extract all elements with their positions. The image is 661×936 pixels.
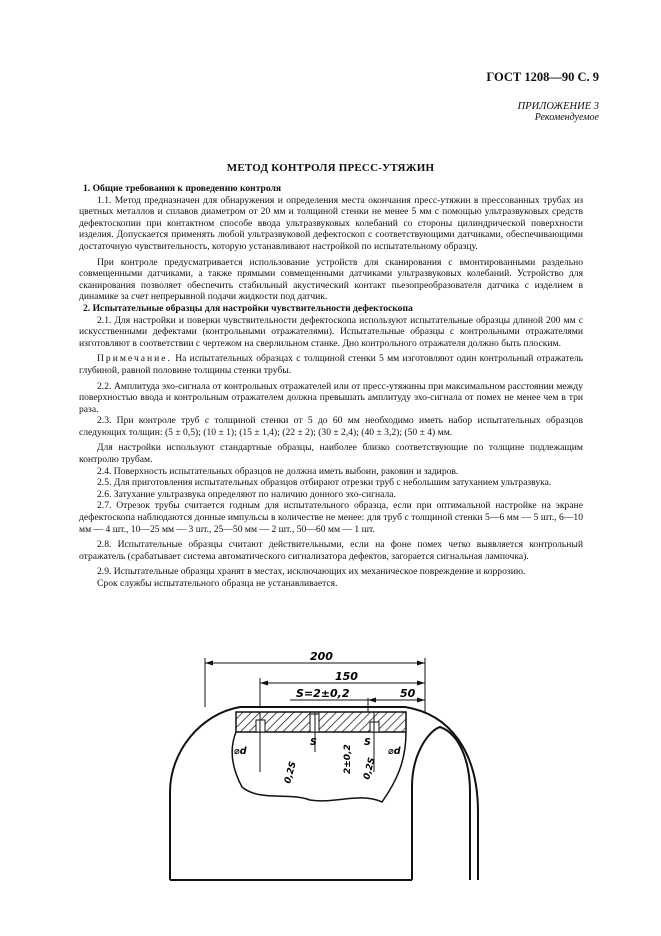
paragraph-2-6: 2.6. Затухание ультразвука определяют по наличию донного эхо-сигнала. xyxy=(97,488,396,500)
appendix-title: ПРИЛОЖЕНИЕ 3 xyxy=(517,101,599,112)
dim-label-150: 150 xyxy=(335,670,358,683)
arrow xyxy=(417,698,425,703)
label-wall-s: S xyxy=(310,737,317,748)
document-title: МЕТОД КОНТРОЛЯ ПРЕСС-УТЯЖИН xyxy=(226,162,435,174)
page-header: ГОСТ 1208—90 С. 9 xyxy=(486,70,599,84)
tube-inner-arch xyxy=(412,727,470,880)
paragraph-2-4: 2.4. Поверхность испытательных образцов не должна иметь выбоин, раковин и задиров. xyxy=(97,465,459,477)
paragraph-2-5: 2.5. Для приготовления испытательных образцов отбирают отрезки труб с небольшим затуханием ультразвука. xyxy=(97,477,552,489)
section2-heading: 2. Испытательные образцы для настройки чувствительности дефектоскопа xyxy=(83,302,413,314)
paragraph-1-1b: При контроле предусматривается использование устройств для сканирования с вмонтированными раздельно совмещенными датчиками, а также прямыми совмещенными датчиками ультразвуковых колебаний. Устройство для сканирования позволяет обеспечить стабильный акустический контакт пьезопреобразователя датчика с изделием в динамике за счет непрерывной подачи жидкости под датчик. xyxy=(79,256,583,303)
paragraph-2-7: 2.7. Отрезок трубы считается годным для испытательного образца, если при оптимальной настройке на экране дефектоскопа наблюдаются донные импульсы в количестве не менее: для труб с толщиной стенки 5—6 мм — 5 шт., 6—10 мм — 4 шт., 10—25 мм — 3 шт., 25—50 мм — 2 шт., 50—60 мм — 1 шт. xyxy=(79,500,583,535)
label-wall-s-2: S xyxy=(364,737,371,748)
arrow xyxy=(368,698,376,703)
section-break-outline xyxy=(232,732,406,802)
paragraph-1-1: 1.1. Метод предназначен для обнаружения и определения места окончания пресс-утяжин в прессованных трубах из цветных металлов и сплавов диаметром от 20 мм и толщиной стенки не менее 5 мм с помощью ультразвуковых средств дефектоскопии при контактном способе ввода ультразвуковых колебаний со стороны цилиндрической поверхности изделия. Допускается применять любой ультразвуковой дефектоскоп с соответствующими датчиками, обеспечивающими достаточную чувствительность, которую устанавливают настройкой по испытательному образцу. xyxy=(79,194,583,252)
paragraph-2-2: 2.2. Амплитуда эхо-сигнала от контрольных отражателей или от пресс-утяжины при максимальном расстоянии между поверхностью ввода и контрольным отражателем должна превышать амплитуду эхо-сигнала от помех не менее чем в три раза. xyxy=(79,380,583,415)
arrow xyxy=(417,661,425,666)
arrow xyxy=(417,681,425,686)
paragraph-2-1: 2.1. Для настройки и поверки чувствительности дефектоскопа используют испытательные образцы длиной 200 мм с искусственными дефектами (контрольными отражателями). Испытательные образцы с контрольными отражателями изготовляют в соответствии с чертежом на сверлильном станке. Дно контрольного отражателя должно быть плоским. xyxy=(79,314,583,349)
paragraph-2-9: 2.9. Испытательные образцы хранят в местах, исключающих их механическое повреждение и коррозию. xyxy=(97,566,526,578)
paragraph-2-9b: Срок службы испытательного образца не устанавливается. xyxy=(97,578,338,589)
paragraph-2-8: 2.8. Испытательные образцы считают действительными, если на фоне помех четко выявляется контрольный отражатель (срабатывает система автоматического сигнализатора дефектов, загорается сигнальная лампочка). xyxy=(79,539,583,562)
paragraph-2-3: 2.3. При контроле труб с толщиной стенки от 5 до 60 мм необходимо иметь набор испытательных образцов следующих толщин: (5 ± 0,5); (10 ± 1); (15 ± 1,4); (22 ± 2); (30 ± 2,4); (40 ± 3,2); (50 ± 4) мм. xyxy=(79,415,583,438)
dim-label-s: S=2±0,2 xyxy=(296,687,350,700)
paragraph-2-3b: Для настройки используют стандартные образцы, наиболее близко соответствующие по толщине подлежащим контролю трубам. xyxy=(79,442,583,466)
section1-heading: 1. Общие требования к проведению контроля xyxy=(83,183,282,194)
dim-label-50: 50 xyxy=(400,687,416,700)
label-depth-3: 0,2S xyxy=(362,756,378,781)
drawing-svg xyxy=(150,652,480,902)
body-text xyxy=(79,183,583,590)
dim-label-200: 200 xyxy=(310,652,333,663)
arrow xyxy=(205,661,213,666)
label-depth-1: 0,2S xyxy=(283,760,299,785)
appendix-status: Рекомендуемое xyxy=(534,112,599,123)
label-depth-2: 2±0,2 xyxy=(343,744,353,774)
appendix-label xyxy=(518,101,599,123)
arrow xyxy=(260,681,268,686)
note-text: На испытательных образцах с толщиной стенки 5 мм изготовляют один контрольный отражатель глубиной, равной половине толщины стенки трубы. xyxy=(79,353,583,376)
label-diameter-2: ⌀d xyxy=(388,746,401,757)
note-label: Примечание. xyxy=(97,353,172,365)
test-sample-drawing xyxy=(150,652,480,902)
note xyxy=(79,353,583,376)
label-diameter-1: ⌀d xyxy=(234,746,247,757)
